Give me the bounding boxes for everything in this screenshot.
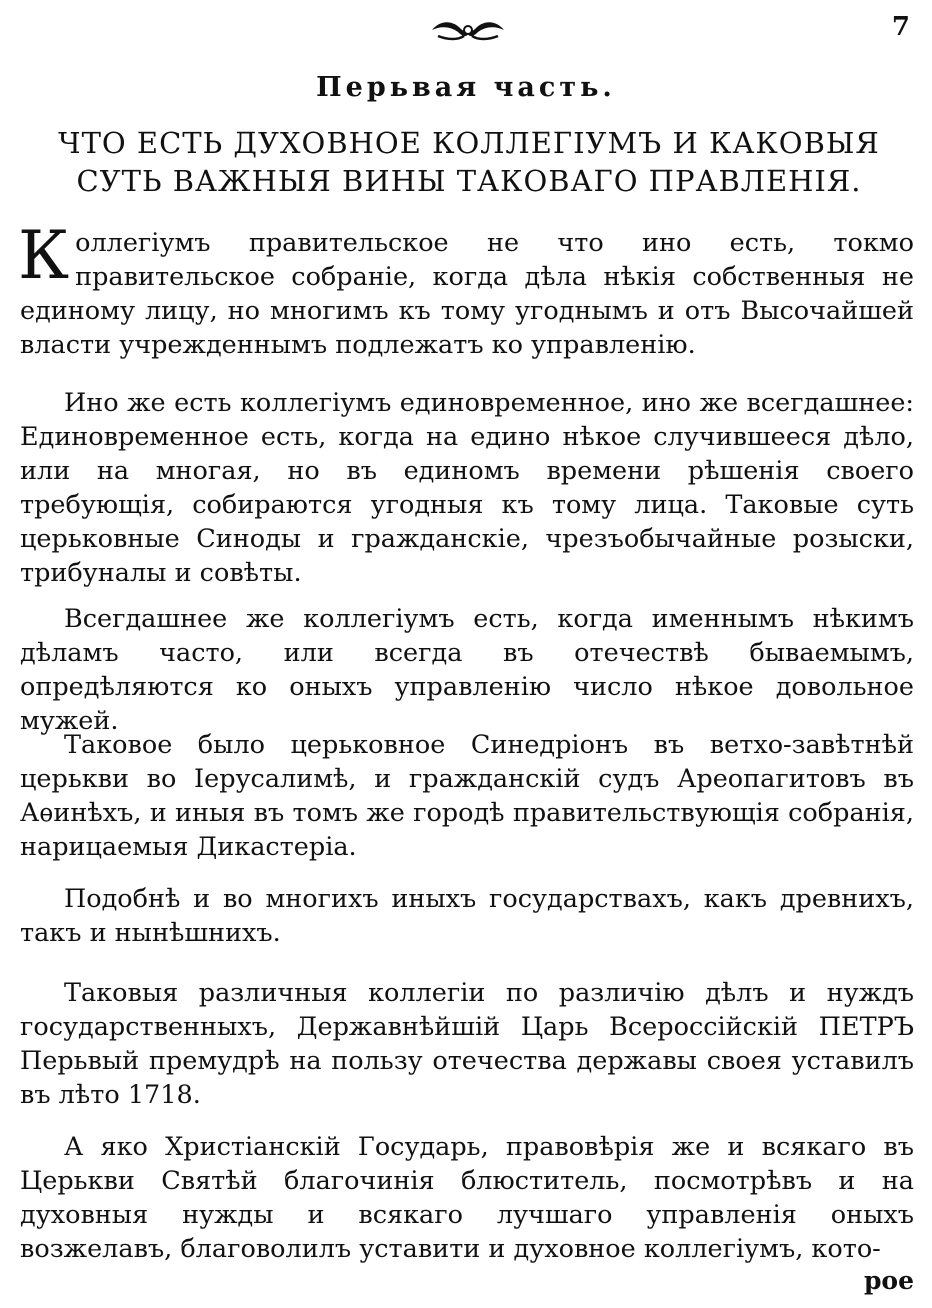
page-number: 7 xyxy=(891,12,910,42)
paragraph-1 xyxy=(18,217,914,362)
drop-capital: К xyxy=(18,217,70,294)
paragraph-4 xyxy=(20,728,914,864)
paragraph-2-text: Ино же есть коллегіумъ единовременное, ино же всегдашнее: Единовременное есть, когда на едино нѣкое случившееся дѣло, или на многая, но въ единомъ времени рѣшенія своего требующія, собираются угодныя къ тому лица. Таковые суть церьковные Синоды и гражданскіе, чрезъобычайные розыски, трибуналы и совѣты. xyxy=(20,388,914,588)
chapter-title: ЧТО ЕСТЬ ДУХОВНОЕ КОЛЛЕГІУМЪ И КАКОВЫЯ СУТЬ ВАЖНЫЯ ВИНЫ ТАКОВАГО ПРАВЛЕНІЯ. xyxy=(58,126,880,198)
paragraph-4-text: Таковое было церьковное Синедріонъ въ ветхо-завѣтнѣй церькви во Іерусалимѣ, и гражданскій судъ Ареопагитовъ въ Аѳинѣхъ, и иныя въ томъ же городѣ правительствующія собранія, нарицаемыя Дикастеріа. xyxy=(20,730,914,862)
paragraph-5 xyxy=(20,882,914,950)
paragraph-6-text: Таковыя различныя коллегіи по различію дѣлъ и нуждъ государственныхъ, Державнѣйшій Царь Всероссійскій ПЕТРЪ Перьвый премудрѣ на пользу отечества державы своея уставилъ въ лѣто 1718. xyxy=(20,978,914,1110)
paragraph-3 xyxy=(20,602,914,738)
paragraph-1-text: оллегіумъ правительское не что ино есть, токмо правительское собраніе, когда дѣла нѣкія собственныя не единому лицу, но многимъ къ тому угоднымъ и отъ Высочайшей власти учрежденнымъ подлежатъ ко управленію. xyxy=(20,228,914,360)
paragraph-2 xyxy=(20,386,914,590)
paragraph-5-text: Подобнѣ и во многихъ иныхъ государствахъ, какъ древнихъ, такъ и нынѣшнихъ. xyxy=(20,884,914,948)
printer-ornament-icon xyxy=(428,18,508,42)
paragraph-7 xyxy=(20,1130,914,1266)
paragraph-6 xyxy=(20,976,914,1112)
catchword: рое xyxy=(863,1266,914,1295)
part-title: Перьвая часть. xyxy=(316,72,616,103)
paragraph-7-text: А яко Христіанскій Государь, правовѣрія же и всякаго въ Церькви Святѣй благочинія блюститель, посмотрѣвъ и на духовныя нужды и всякаго лучшаго управленія оныхъ возжелавъ, благоволилъ уставити и духовное коллегіумъ, кото- xyxy=(20,1132,914,1264)
paragraph-3-text: Всегдашнее же коллегіумъ есть, когда именнымъ нѣкимъ дѣламъ часто, или всегда въ отечествѣ бываемымъ, опредѣляются ко оныхъ управленію число нѣкое довольное мужей. xyxy=(20,604,914,736)
